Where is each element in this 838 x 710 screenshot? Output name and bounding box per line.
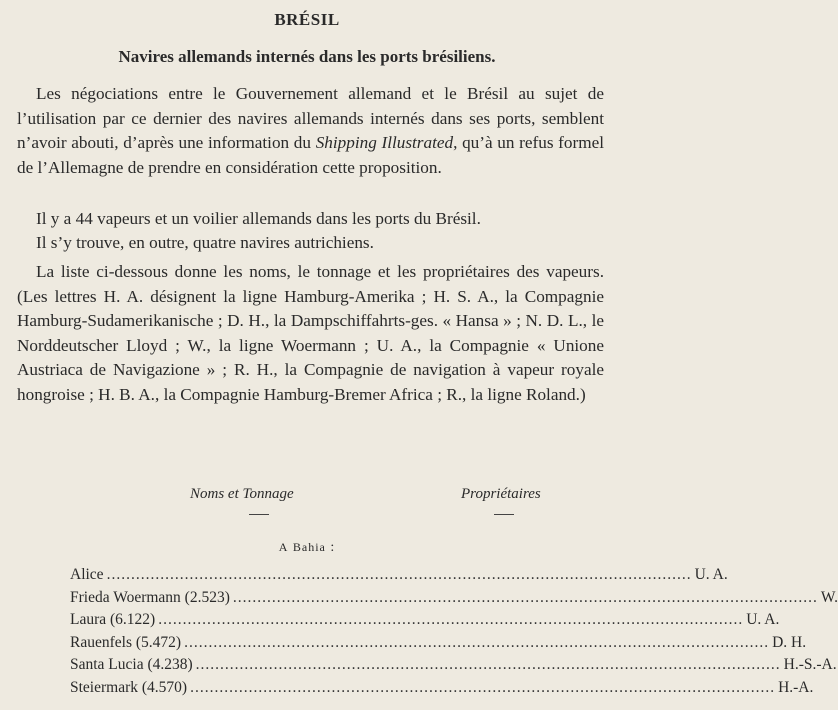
paragraph-vessel-count — [17, 207, 604, 232]
ship-name: Frieda Woermann (2.523) — [70, 588, 230, 606]
ship-owner: W. — [820, 588, 838, 606]
ship-owner: U. A. — [694, 566, 728, 583]
column-divider-owners — [494, 514, 514, 515]
list-item — [70, 611, 780, 634]
ship-owner: U. A. — [746, 611, 780, 628]
section-suffix: : — [325, 540, 336, 555]
list-item — [70, 566, 728, 589]
ship-name: Santa Lucia (4.238) — [70, 656, 193, 673]
ship-list — [70, 566, 838, 701]
dot-leader: ........................................................................................................................ — [106, 566, 692, 583]
list-item — [70, 633, 807, 657]
section-prefix: A — [278, 540, 289, 554]
ship-owner: D. H. — [772, 633, 807, 651]
ship-owner: H.-S.-A. — [783, 656, 837, 673]
ship-name: Steiermark (4.570) — [70, 678, 188, 696]
paragraph-abbreviations — [17, 260, 604, 407]
ship-name: Laura (6.122) — [70, 611, 156, 628]
dot-leader: ........................................................................................................................ — [195, 656, 781, 673]
list-item — [70, 678, 814, 702]
paragraph-2-text: Il y a 44 vapeurs et un voilier allemands dans les ports du Brésil. — [36, 209, 481, 228]
list-item — [70, 656, 837, 679]
publication-title: Shipping Illustrated — [315, 133, 454, 152]
column-header-owners: Propriétaires — [461, 486, 541, 502]
page-heading: BRÉSIL — [274, 10, 340, 29]
dot-leader: ........................................................................................................................ — [232, 588, 818, 606]
ship-name: Rauenfels (5.472) — [70, 633, 182, 651]
column-header-names: Noms et Tonnage — [190, 486, 294, 502]
article-title: Navires allemands internés dans les ports brésiliens. — [118, 47, 496, 66]
paragraph-4-text: La liste ci-dessous donne les noms, le tonnage et les propriétaires des vapeurs. (Les lettres H. A. désignent la ligne Hamburg-Amerika ; H. S. A., la Compagnie Hamburg-Sudamerikanische ; D. H., la Dampschiffahrts-ges. « Hansa » ; N. D. L., le Norddeutscher Lloyd ; W., la ligne Woermann ; U. A., la Compagnie « Unione Austriaca de Navigazione » ; R. H., la Compagnie de navigation à vapeur royale hongroise ; H. B. A., la Compagnie Hamburg-Bremer Africa ; R., la ligne Roland.) — [17, 262, 604, 404]
dot-leader: ........................................................................................................................ — [184, 633, 770, 651]
section-place: Bahia — [292, 540, 326, 554]
paragraph-3-text: Il s’y trouve, en outre, quatre navires autrichiens. — [36, 233, 374, 252]
paragraph-1-text-a: Les négociations entre le Gouvernement allemand et le Brésil au sujet de l’utilisation par ce dernier des navires allemands internés dans ses ports, semblent n’avoir abouti, d’après une information du — [17, 84, 604, 152]
dot-leader: ........................................................................................................................ — [190, 678, 776, 696]
ship-name: Alice — [70, 566, 104, 583]
section-label-bahia — [0, 540, 614, 556]
column-divider-names — [249, 514, 269, 515]
ship-owner: H.-A. — [778, 678, 814, 696]
paragraph-negotiations — [17, 82, 604, 180]
paragraph-1-text-b: , qu’à un refus formel de l’Allemagne de prendre en considération cette proposition. — [17, 133, 604, 177]
list-item — [70, 588, 838, 612]
paragraph-austrian-ships — [17, 231, 604, 256]
dot-leader: ........................................................................................................................ — [158, 611, 744, 628]
